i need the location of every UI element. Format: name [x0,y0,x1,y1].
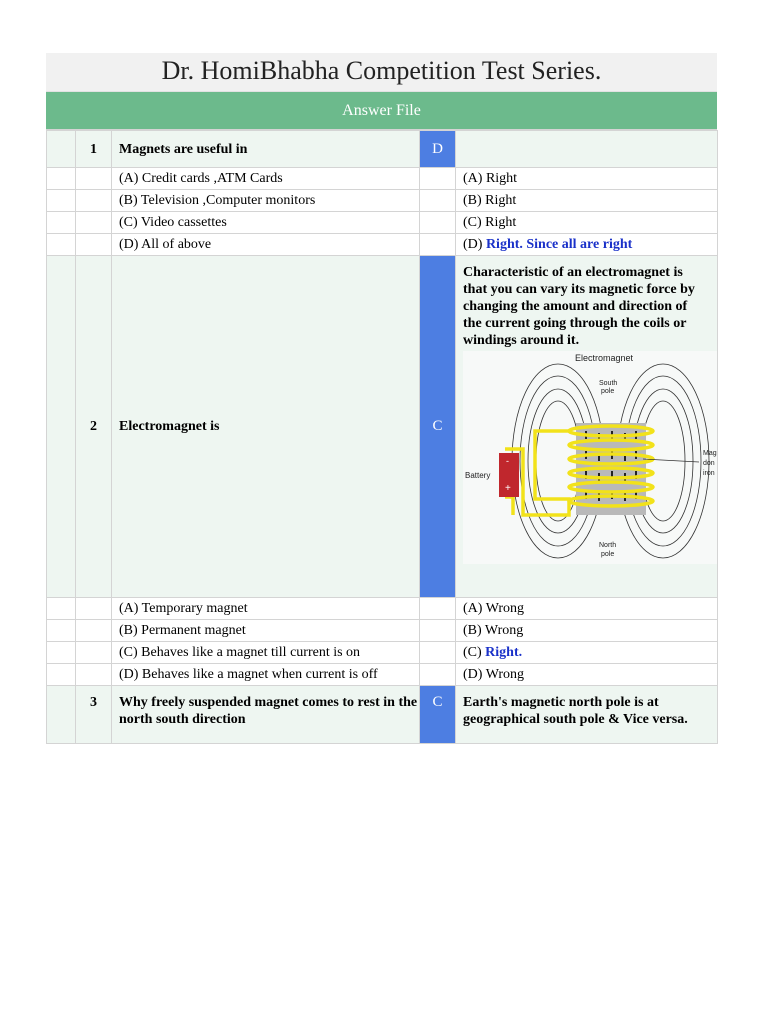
option-label: (D) All of above [112,234,420,256]
question-number: 2 [76,256,112,598]
explanation-cell [456,131,718,168]
question-row [47,256,718,598]
explanation-text: Earth's magnetic north pole is at geographical south pole & Vice versa. [456,686,718,744]
battery-plus: + [505,483,511,494]
option-result: (A) Right [456,168,718,190]
option-label: (A) Credit cards ,ATM Cards [112,168,420,190]
correct-highlight: Right. Since all are right [485,237,633,252]
north-pole-label: pole [601,551,615,558]
answer-badge: C [420,256,456,598]
south-pole-label: South [599,380,618,387]
side-label: iron [703,470,715,477]
answer-badge: D [420,131,456,168]
option-row [47,212,718,234]
option-label: (B) Permanent magnet [112,620,420,642]
battery-minus: - [506,456,509,466]
option-result: (C) Right. [456,642,718,664]
answer-badge: C [420,686,456,744]
option-result: (B) Right [456,190,718,212]
option-label: (B) Television ,Computer monitors [112,190,420,212]
option-row [47,190,718,212]
option-row [47,168,718,190]
option-result: (A) Wrong [456,598,718,620]
option-label: (A) Temporary magnet [112,598,420,620]
side-label: Mag [703,450,717,457]
page-title: Dr. HomiBhabha Competition Test Series. [46,53,717,92]
question-number: 1 [76,131,112,168]
question-text: Electromagnet is [112,256,420,598]
side-label: don [703,460,715,467]
row-marker [47,686,76,744]
option-label: (C) Behaves like a magnet till current is on [112,642,420,664]
option-result: (D) Right. Since all are right [456,234,718,256]
question-text: Why freely suspended magnet comes to rest in the north south direction [112,686,420,744]
option-row [47,234,718,256]
option-label: (D) Behaves like a magnet when current is off [112,664,420,686]
question-row [47,131,718,168]
option-result: (B) Wrong [456,620,718,642]
option-row [47,642,718,664]
question-number: 3 [76,686,112,744]
answer-file-header: Answer File [46,92,717,130]
north-pole-label: North [599,542,617,549]
answer-sheet [46,53,717,744]
option-result: (D) Wrong [456,664,718,686]
answer-table [46,130,718,744]
option-label: (C) Video cassettes [112,212,420,234]
explanation-cell [456,256,718,598]
row-marker [47,131,76,168]
option-row [47,598,718,620]
diagram-title: Electromagnet [575,353,634,363]
row-marker [47,256,76,598]
option-result: (C) Right [456,212,718,234]
option-row [47,664,718,686]
correct-highlight: Right. [485,645,523,660]
electromagnet-diagram [463,351,717,564]
explanation-text: Characteristic of an electromagnet is that you can vary its magnetic force by changing the amount and direction of the current going through the coils or windings around it. [463,265,695,348]
question-row [47,686,718,744]
battery-label: Battery [465,471,491,480]
option-row [47,620,718,642]
question-text: Magnets are useful in [112,131,420,168]
south-pole-label: pole [601,388,615,395]
